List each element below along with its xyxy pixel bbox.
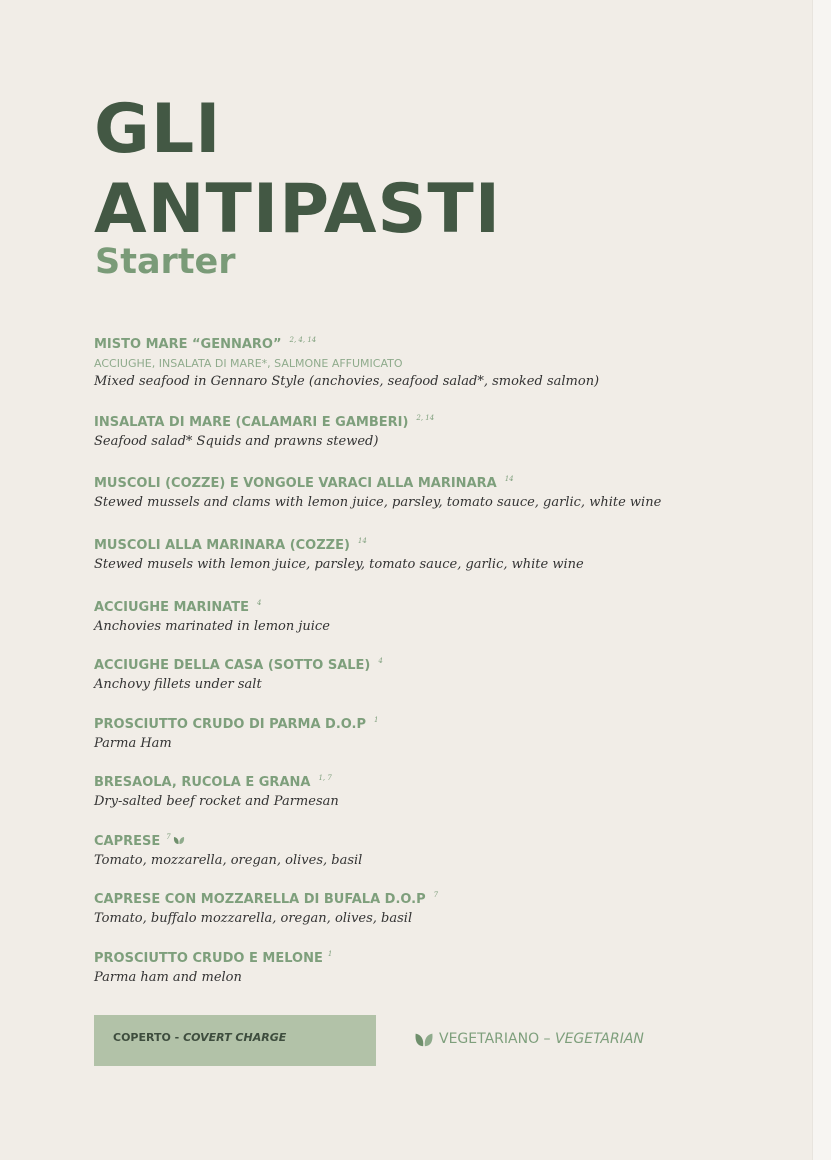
- item-description: Parma Ham: [94, 736, 172, 751]
- cover-label-it: COPERTO -: [113, 1031, 184, 1044]
- item-description: Seafood salad* Squids and prawns stewed): [94, 434, 379, 449]
- item-allergens: 1, 7: [318, 774, 332, 782]
- item-description: Parma ham and melon: [94, 970, 242, 985]
- item-name: MUSCOLI (COZZE) E VONGOLE VARACI ALLA MARINARA: [94, 476, 497, 491]
- menu-item-muscoli-e-vongole: [94, 470, 774, 512]
- cover-label-en: COVERT CHARGE: [183, 1031, 287, 1044]
- item-name: BRESAOLA, RUCOLA E GRANA: [94, 775, 311, 790]
- vegetarian-legend-label: [439, 1030, 644, 1048]
- vegetarian-leaf-icon: [173, 835, 185, 845]
- item-name: MUSCOLI ALLA MARINARA (COZZE): [94, 538, 350, 553]
- menu-item-prosciutto-parma: [94, 711, 774, 753]
- page-subtitle: Starter: [95, 242, 236, 282]
- cover-charge-label: [113, 1031, 286, 1045]
- menu-item-acciughe-marinate: [94, 594, 774, 636]
- item-name: ACCIUGHE DELLA CASA (SOTTO SALE): [94, 658, 371, 673]
- item-name: ACCIUGHE MARINATE: [94, 600, 250, 615]
- item-allergens: 4: [378, 657, 383, 665]
- vegetarian-legend: [414, 1030, 644, 1048]
- veg-label-it: VEGETARIANO –: [439, 1031, 555, 1047]
- title-line-1: GLI: [94, 90, 222, 169]
- menu-item-bresaola: [94, 769, 774, 811]
- item-description: Mixed seafood in Gennaro Style (anchovies, seafood salad*, smoked salmon): [94, 374, 600, 389]
- page-edge: [812, 0, 831, 1160]
- item-description: Anchovies marinated in lemon juice: [94, 619, 330, 634]
- item-allergens: 14: [504, 475, 514, 483]
- menu-item-muscoli-alla-marinara: [94, 532, 774, 574]
- item-name: INSALATA DI MARE (CALAMARI E GAMBERI): [94, 415, 409, 430]
- item-allergens: 4: [257, 599, 262, 607]
- item-allergens: 1: [374, 716, 379, 724]
- menu-item-insalata-di-mare: [94, 409, 774, 451]
- item-allergens: 2, 14: [416, 414, 435, 422]
- item-description: Anchovy fillets under salt: [94, 677, 262, 692]
- item-description: Tomato, mozzarella, oregan, olives, basil: [94, 853, 363, 868]
- item-description: Dry-salted beef rocket and Parmesan: [94, 794, 339, 809]
- veg-label-en: VEGETARIAN: [555, 1031, 644, 1047]
- menu-item-acciughe-della-casa: [94, 652, 774, 694]
- item-allergens: 1: [327, 950, 333, 958]
- title-line-2: ANTIPASTI: [94, 170, 502, 249]
- item-name: CAPRESE CON MOZZARELLA DI BUFALA D.O.P: [94, 892, 426, 907]
- item-allergens: 7: [166, 833, 171, 841]
- item-name: CAPRESE: [94, 834, 161, 849]
- item-allergens: 2, 4, 14: [289, 336, 317, 344]
- item-allergens: 14: [357, 537, 367, 545]
- menu-item-caprese: [94, 828, 774, 870]
- menu-item-prosciutto-melone: [94, 945, 774, 987]
- menu-item-misto-mare: [94, 331, 774, 391]
- item-italian-detail: ACCIUGHE, INSALATA DI MARE*, SALMONE AFFUMICATO: [94, 357, 403, 370]
- leaf-icon: [414, 1031, 434, 1048]
- item-allergens: 7: [433, 891, 439, 899]
- item-name: MISTO MARE “GENNARO”: [94, 337, 282, 352]
- item-name: PROSCIUTTO CRUDO E MELONE: [94, 951, 323, 966]
- item-name: PROSCIUTTO CRUDO DI PARMA D.O.P: [94, 717, 367, 732]
- cover-charge-box: [94, 1015, 376, 1066]
- item-description: Stewed mussels and clams with lemon juice, parsley, tomato sauce, garlic, white wine: [94, 495, 662, 510]
- menu-item-caprese-bufala: [94, 886, 774, 928]
- item-description: Stewed musels with lemon juice, parsley, tomato sauce, garlic, white wine: [94, 557, 584, 572]
- page-title: [94, 90, 501, 250]
- item-description: Tomato, buffalo mozzarella, oregan, olives, basil: [94, 911, 413, 926]
